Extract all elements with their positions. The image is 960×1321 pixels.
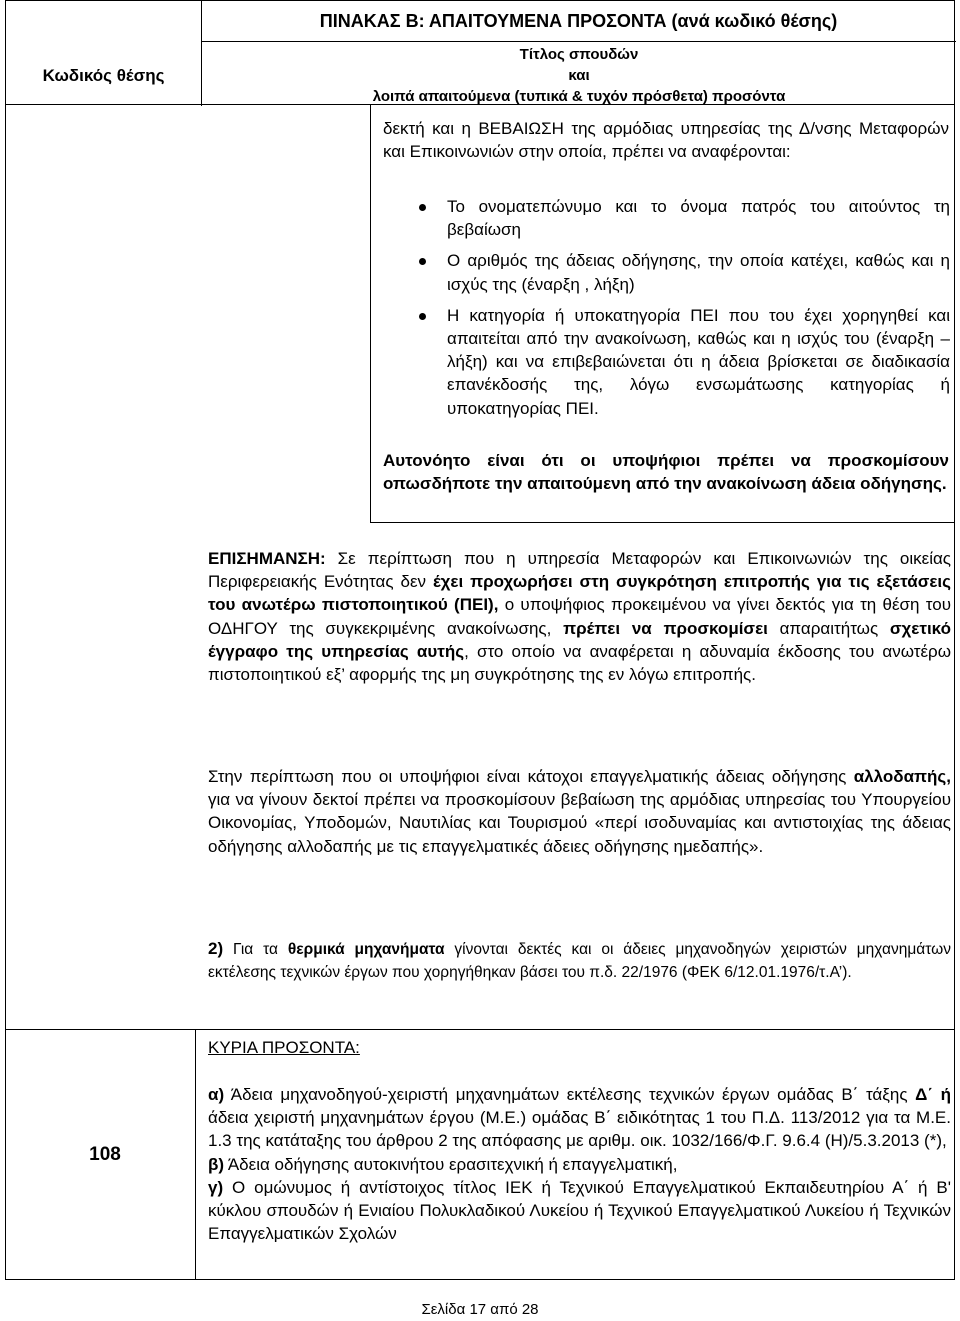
header-sub-line-2: και <box>568 67 590 84</box>
inner-column-border <box>370 105 371 523</box>
bold-note: Αυτονόητο είναι ότι οι υποψήφιοι πρέπει να προσκομίσουν οπωσδήποτε την απαιτούμενη από την ανακοίνωση άδεια οδήγησης. <box>383 451 949 494</box>
kyria-title: ΚΥΡΙΑ ΠΡΟΣΟΝΤΑ: <box>208 1038 360 1057</box>
page-footer: Σελίδα 17 από 28 <box>421 1301 539 1318</box>
qualifications-column-header <box>202 41 956 107</box>
list-item: Το ονοματεπώνυμο και το όνομα πατρός του αιτούντος τη βεβαίωση <box>447 195 950 241</box>
foreign-licence-paragraph: Στην περίπτωση που οι υποψήφιοι είναι κάτοχοι επαγγελματικής άδειας οδήγησης αλλοδαπής, για να γίνουν δεκτοί πρέπει να προσκομίσουν βεβαίωση της αρμόδιας υπηρεσίας του Υπουργείου Οικονομίας, Υποδομών, Ναυτιλίας και Τουρισμού «περί ισοδυναμίας και αντιστοιχίας της άδειας οδήγησης αλλοδαπής με τις επαγγελματικές άδειες οδήγησης ημεδαπής». <box>208 767 951 856</box>
requirements-list <box>447 195 950 428</box>
header-sub-line-3: λοιπά απαιτούμενα (τυπικά & τυχόν πρόσθετα) προσόντα <box>372 88 786 105</box>
bullet-icon <box>419 204 426 211</box>
episimansi-paragraph: ΕΠΙΣΗΜΑΝΣΗ: Σε περίπτωση που η υπηρεσία Μεταφορών και Επικοινωνιών της οικείας Περιφερειακής Ενότητας δεν έχει προχωρήσει στη συγκρότηση επιτροπής για τις εξετάσεις του ανωτέρω πιστοποιητικού (ΠΕΙ), ο υποψήφιος προκειμένου να γίνει δεκτός για τη θέση του ΟΔΗΓΟΥ της συγκεκριμένης ανακοίνωσης, πρέπει να προσκομίσει απαραιτήτως σχετικό έγγραφο της υπηρεσίας αυτής, στο οποίο να αναφέρεται η αδυναμία έκδοσης του ανωτέρω πιστοποιητικού εξ’ αφορμής της μη συγκρότησης της εν λόγω επιτροπής. <box>208 549 951 685</box>
header-sub-line-1: Τίτλος σπουδών <box>519 46 639 63</box>
bullet-icon <box>419 258 426 265</box>
inner-cell-bottom <box>370 522 955 523</box>
intro-paragraph: δεκτή και η ΒΕΒΑΙΩΣΗ της αρμόδιας υπηρεσίας της Δ/νσης Μεταφορών και Επικοινωνιών στην οποία, πρέπει να αναφέρονται: <box>383 119 949 162</box>
list-item: Η κατηγορία ή υποκατηγορία ΠΕΙ που του έχει χορηγηθεί και απαιτείται από την ανακοίνωση, καθώς και η ισχύς του (έναρξη –λήξη) και να επιβεβαιώνεται ότι η άδεια βρίσκεται σε διαδικασία επανέκδοσής της, λόγω ενσωμάτωσης κατηγορίας ή υποκατηγορίας ΠΕΙ. <box>447 304 950 420</box>
episimansi-label: ΕΠΙΣΗΜΑΝΣΗ: <box>208 549 326 568</box>
code-column-header: Κωδικός θέσης <box>42 66 165 85</box>
kyria-qualifications: α) Άδεια μηχανοδηγού-χειριστή μηχανημάτων εκτέλεσης τεχνικών έργων ομάδας Β΄ τάξης Δ΄ ή άδεια χειριστή μηχανημάτων έργου (Μ.Ε.) ομάδας Β΄ ειδικότητας 1 του Π.Δ. 113/2012 για τα Μ.Ε. 1.3 της κατάταξης του άρθρου 2 της απόφασης με αριθμ. οικ. 1032/166/Φ.Γ. 9.6.4 (Η)/5.3.2013 (*), β) Άδεια οδήγησης αυτοκινήτου ερασιτεχνική ή επαγγελματική, γ) Ο ομώνυμος ή αντίστοιχος τίτλος ΙΕΚ ή Τεχνικού Επαγγελματικού Εκπαιδευτηρίου Α΄ ή Β' κύκλου σπουδών ή Ενιαίου Πολυκλαδικού Λυκείου ή Τεχνικού Επαγγελματικού Λυκείου ή Τεχνικών Επαγγελματικών Σχολών <box>208 1085 951 1244</box>
table-title: ΠΙΝΑΚΑΣ Β: ΑΠΑΙΤΟΥΜΕΝΑ ΠΡΟΣΟΝΤΑ (ανά κωδικό θέσης) <box>201 1 956 42</box>
table-header <box>5 0 955 105</box>
thermal-machines-paragraph: 2) Για τα θερμικά μηχανήματα γίνονται δεκτές και οι άδειες μηχανοδηγών χειριστών μηχανημάτων εκτέλεσης τεχνικών έργων που χορηγήθηκαν βάσει του π.δ. 22/1976 (ΦΕΚ 6/12.01.1976/τ.Α’). <box>208 939 951 982</box>
position-code: 108 <box>89 1144 121 1165</box>
table-border-right <box>954 105 955 1280</box>
list-item: Ο αριθμός της άδειας οδήγησης, την οποία κατέχει, καθώς και η ισχύς της (έναρξη , λήξη) <box>447 249 950 295</box>
bullet-icon <box>419 313 426 320</box>
